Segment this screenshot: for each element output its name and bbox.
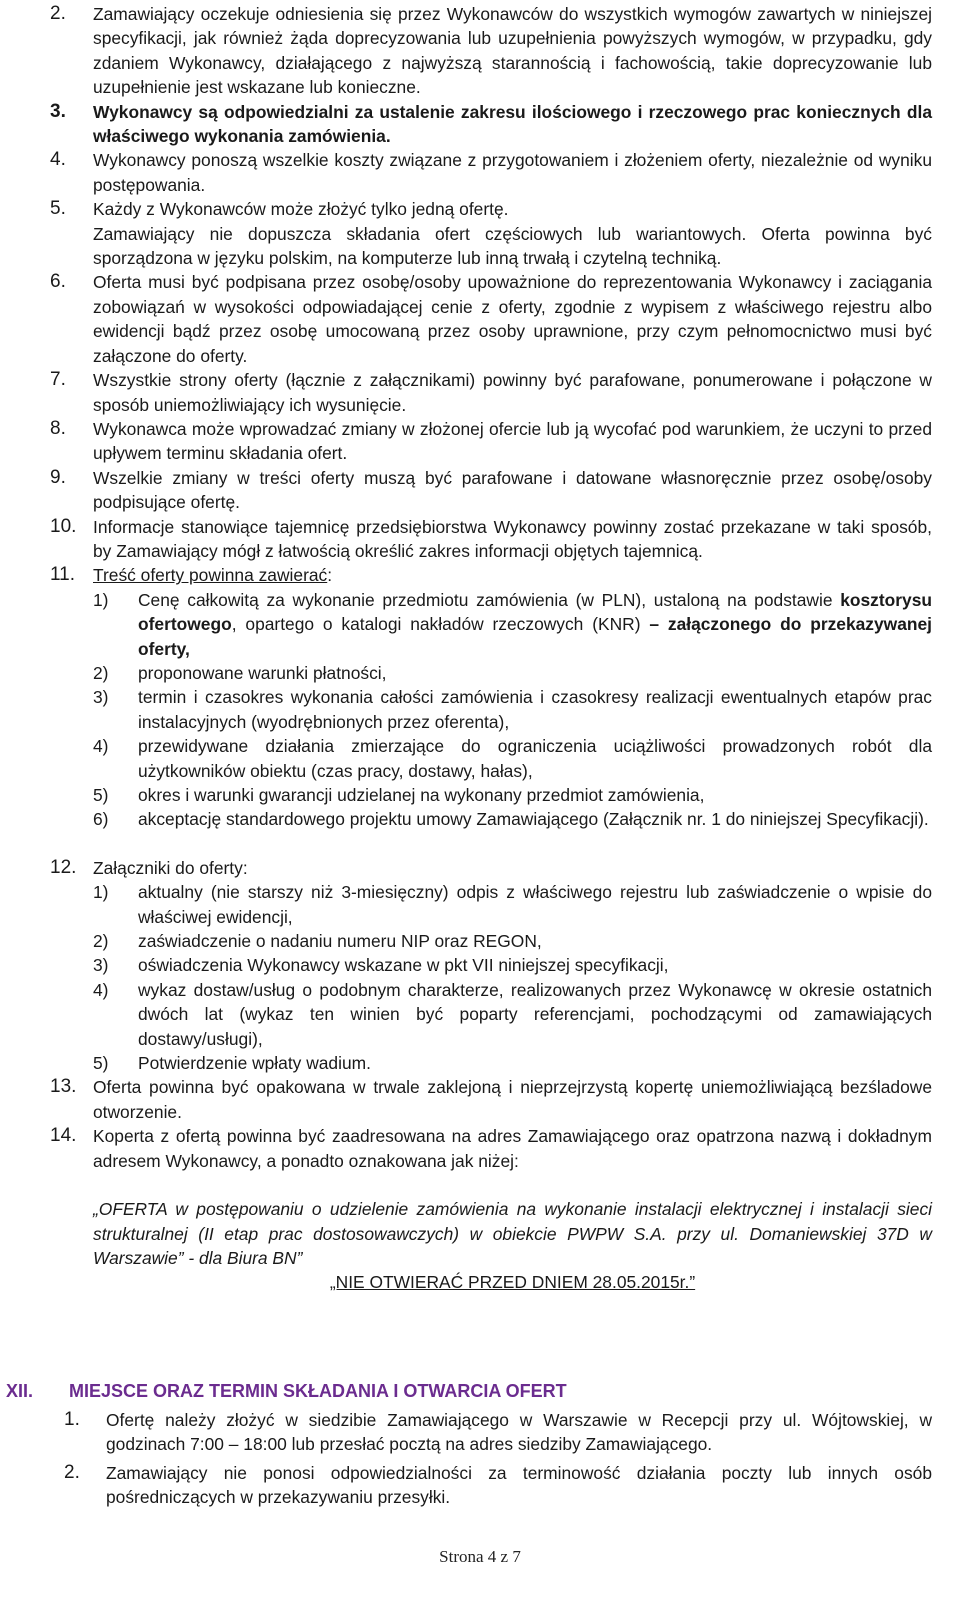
item-number: 9. [50,466,66,488]
sub-item [93,783,932,807]
sub-item [93,807,932,831]
item-number: 2. [64,1461,80,1483]
list-item [50,270,932,368]
sub-item-number: 6) [93,809,109,830]
sub-item-number: 4) [93,979,109,1000]
offer-contents-heading: Treść oferty powinna zawierać [93,565,328,586]
item-number: 3. [50,100,66,122]
sub-item [93,685,932,734]
sub-item-number: 3) [93,955,109,976]
heading-colon: : [327,565,333,586]
sub-item-number: 5) [93,1053,109,1074]
item-number: 7. [50,369,66,391]
item-number: 6. [50,271,66,293]
sub-item [93,1051,932,1075]
sub-item-text: aktualny (nie starszy niż 3-miesięczny) odpis z właściwego rejestru lub zaświadczenie o wpisie do właściwej ewidencji, [138,882,932,927]
sub-item-bold-text: kosztorysu ofertowego [138,589,932,635]
item-number: 13. [50,1076,77,1098]
sub-item-text: wykaz dostaw/usług o podobnym charakterze, realizowanych przez Wykonawcę w okresie ostatnich dwóch lat (wykaz ten winien być poparty referencjami, pochodzącymi od zamawiających dostawy/usługi), [138,979,932,1049]
sub-item-text: akceptację standardowego projektu umowy Zamawiającego (Załącznik nr. 1 do niniejszej Specyfikacji). [138,809,929,830]
item-text: Informacje stanowiące tajemnicę przedsiębiorstwa Wykonawcy powinny zostać przekazane w taki sposób, by Zamawiający mógł z łatwością określić zakres informacji objętych tajemnicą. [93,516,932,561]
sub-item-number: 3) [93,687,109,708]
list-item-attachments [50,856,932,1076]
item-text: Oferta musi być podpisana przez osobę/osoby upoważnione do reprezentowania Wykonawcy i zaciągania zobowiązań w wysokości odpowiadającej cenie z oferty, zgodnie z wypisem z właściwego rejestru albo ewidencji bądź przez osobę umocowaną przez osoby uprawnione, przy czym pełnomocnictwo musi być załączone do oferty. [93,272,932,366]
item-heading [93,563,932,587]
sub-item [93,978,932,1051]
section-title: MIEJSCE ORAZ TERMIN SKŁADANIA I OTWARCIA OFERT [69,1381,567,1401]
item-text: Zamawiający oczekuje odniesienia się przez Wykonawców do wszystkich wymogów zawartych w niniejszej specyfikacji, jak również żąda doprecyzowania lub uzupełnienia powyższych wymogów, w przypadku, gdy zdaniem Wykonawcy, działającego z najwyższą starannością i fachowością, takie doprecyzowanie lub uzupełnienie jest wskazane lub konieczne. [93,4,932,98]
item-number: 8. [50,417,66,439]
list-item [64,1408,932,1457]
item-text: Ofertę należy złożyć w siedzibie Zamawiającego w Warszawie w Recepcji przy ul. Wójtowskiej, w godzinach 7:00 – 18:00 lub przesłać pocztą na adres siedziby Zamawiającego. [106,1410,932,1455]
list-item-offer-contents [50,563,932,831]
item-text: Każdy z Wykonawców może złożyć tylko jedną ofertę. [93,199,509,220]
spacer [50,832,932,856]
section-items [64,1408,932,1510]
sub-item [93,588,932,661]
sub-item-text: okres i warunki gwarancji udzielanej na wykonany przedmiot zamówienia, [138,785,705,805]
item-number: 11. [50,564,76,586]
envelope-label-quote: „OFERTA w postępowaniu o udzielenie zamówienia na wykonanie instalacji elektrycznej i instalacji sieci strukturalnej (II etap prac dostosowawczych) w obiekcie PWPW S.A. przy ul. Domaniewskiej 37D w Warszawie” - dla Biura BN” [93,1199,932,1268]
sub-item [93,734,932,783]
sub-item-number: 1) [93,882,109,903]
list-item [50,368,932,417]
sub-item-text: Potwierdzenie wpłaty wadium. [138,1053,371,1074]
item-text: Wszelkie zmiany w treści oferty muszą być parafowane i datowane własnoręcznie przez osobę/osoby podpisujące ofertę. [93,467,932,513]
sub-item [93,953,932,977]
section-heading [0,1381,932,1407]
sub-item-text: Cenę całkowitą za wykonanie przedmiotu zamówienia (w PLN), ustaloną na podstawie [138,589,841,610]
list-item [50,148,932,197]
item-number: 12. [50,856,77,878]
sub-item-text-2: , opartego o katalogi nakładów rzeczowych (KNR) [231,614,650,635]
item-text-continued: Zamawiający nie dopuszcza składania ofert częściowych lub wariantowych. Oferta powinna być sporządzona w języku polskim, na komputerze lub inną trwałą i czytelną techniką. [93,223,932,269]
item-number: 4. [50,149,66,171]
do-not-open-notice [50,1270,932,1294]
list-item [50,515,932,564]
item-text: Zamawiający nie ponosi odpowiedzialności za terminowość działania poczty lub innych osób pośredniczących w przekazywaniu przesyłki. [106,1462,932,1508]
sub-item-number: 5) [93,785,109,805]
item-heading: Załączniki do oferty: [93,857,248,878]
item-text: Wykonawcy ponoszą wszelkie koszty związane z przygotowaniem i złożeniem oferty, niezależnie od wyniku postępowania. [93,150,932,195]
sub-item-number: 2) [93,662,109,683]
item-text: Wykonawcy są odpowiedzialni za ustalenie zakresu ilościowego i rzeczowego prac koniecznych dla właściwego wykonania zamówienia. [93,101,932,147]
page-number: Strona 4 z 7 [439,1547,521,1566]
sub-item [93,880,932,929]
item-number: 1. [64,1409,80,1430]
sub-item [93,929,932,953]
sub-item [93,661,932,685]
do-not-open-text: „NIE OTWIERAĆ PRZED DNIEM 28.05.2015r.” [329,1272,696,1293]
list-item [50,100,932,149]
list-item [64,1461,932,1510]
item-text: Wykonawca może wprowadzać zmiany w złożonej ofercie lub ją wycofać pod warunkiem, że uczyni to przed upływem terminu składania ofert. [93,418,932,464]
item-number: 2. [50,3,66,24]
sub-item-number: 1) [93,589,109,610]
conditions-list [50,2,932,1295]
list-item [50,417,932,466]
sub-item-bold-text-2: – załączonego do przekazywanej oferty, [138,614,933,659]
section-xii [0,1381,932,1508]
sub-item-text: zaświadczenie o nadaniu numeru NIP oraz REGON, [138,931,542,952]
sub-item-number: 2) [93,931,109,952]
spacer [50,1173,932,1197]
item-number: 14. [50,1125,77,1147]
list-item [50,1075,932,1124]
list-item [50,466,932,515]
list-item [50,2,932,100]
sub-item-text: oświadczenia Wykonawcy wskazane w pkt VII niniejszej specyfikacji, [138,955,669,976]
item-number: 5. [50,198,66,220]
sub-item-text: przewidywane działania zmierzające do ograniczenia uciążliwości prowadzonych robót dla użytkowników obiektu (czas pracy, dostawy, hałas), [138,736,932,781]
item-text: Wszystkie strony oferty (łącznie z załącznikami) powinny być parafowane, ponumerowane i połączone w sposób uniemożliwiający ich wysunięcie. [93,370,932,415]
list-item-envelope [50,1124,932,1173]
sub-item-number: 4) [93,736,109,757]
item-text: Koperta z ofertą powinna być zaadresowana na adres Zamawiającego oraz opatrzona nazwą i dokładnym adresem Wykonawcy, a ponadto oznakowana jak niżej: [93,1126,932,1171]
sub-item-text: termin i czasokres wykonania całości zamówienia i czasokresy realizacji ewentualnych etapów prac instalacyjnych (wyodrębnionych przez oferenta), [138,687,932,732]
section-number: XII. [6,1381,34,1401]
list-item [50,197,932,270]
item-text: Oferta powinna być opakowana w trwale zaklejoną i nieprzejrzystą kopertę uniemożliwiającą bezśladowe otworzenie. [93,1077,932,1122]
sub-item-text: proponowane warunki płatności, [138,662,387,683]
item-number: 10. [50,515,77,537]
